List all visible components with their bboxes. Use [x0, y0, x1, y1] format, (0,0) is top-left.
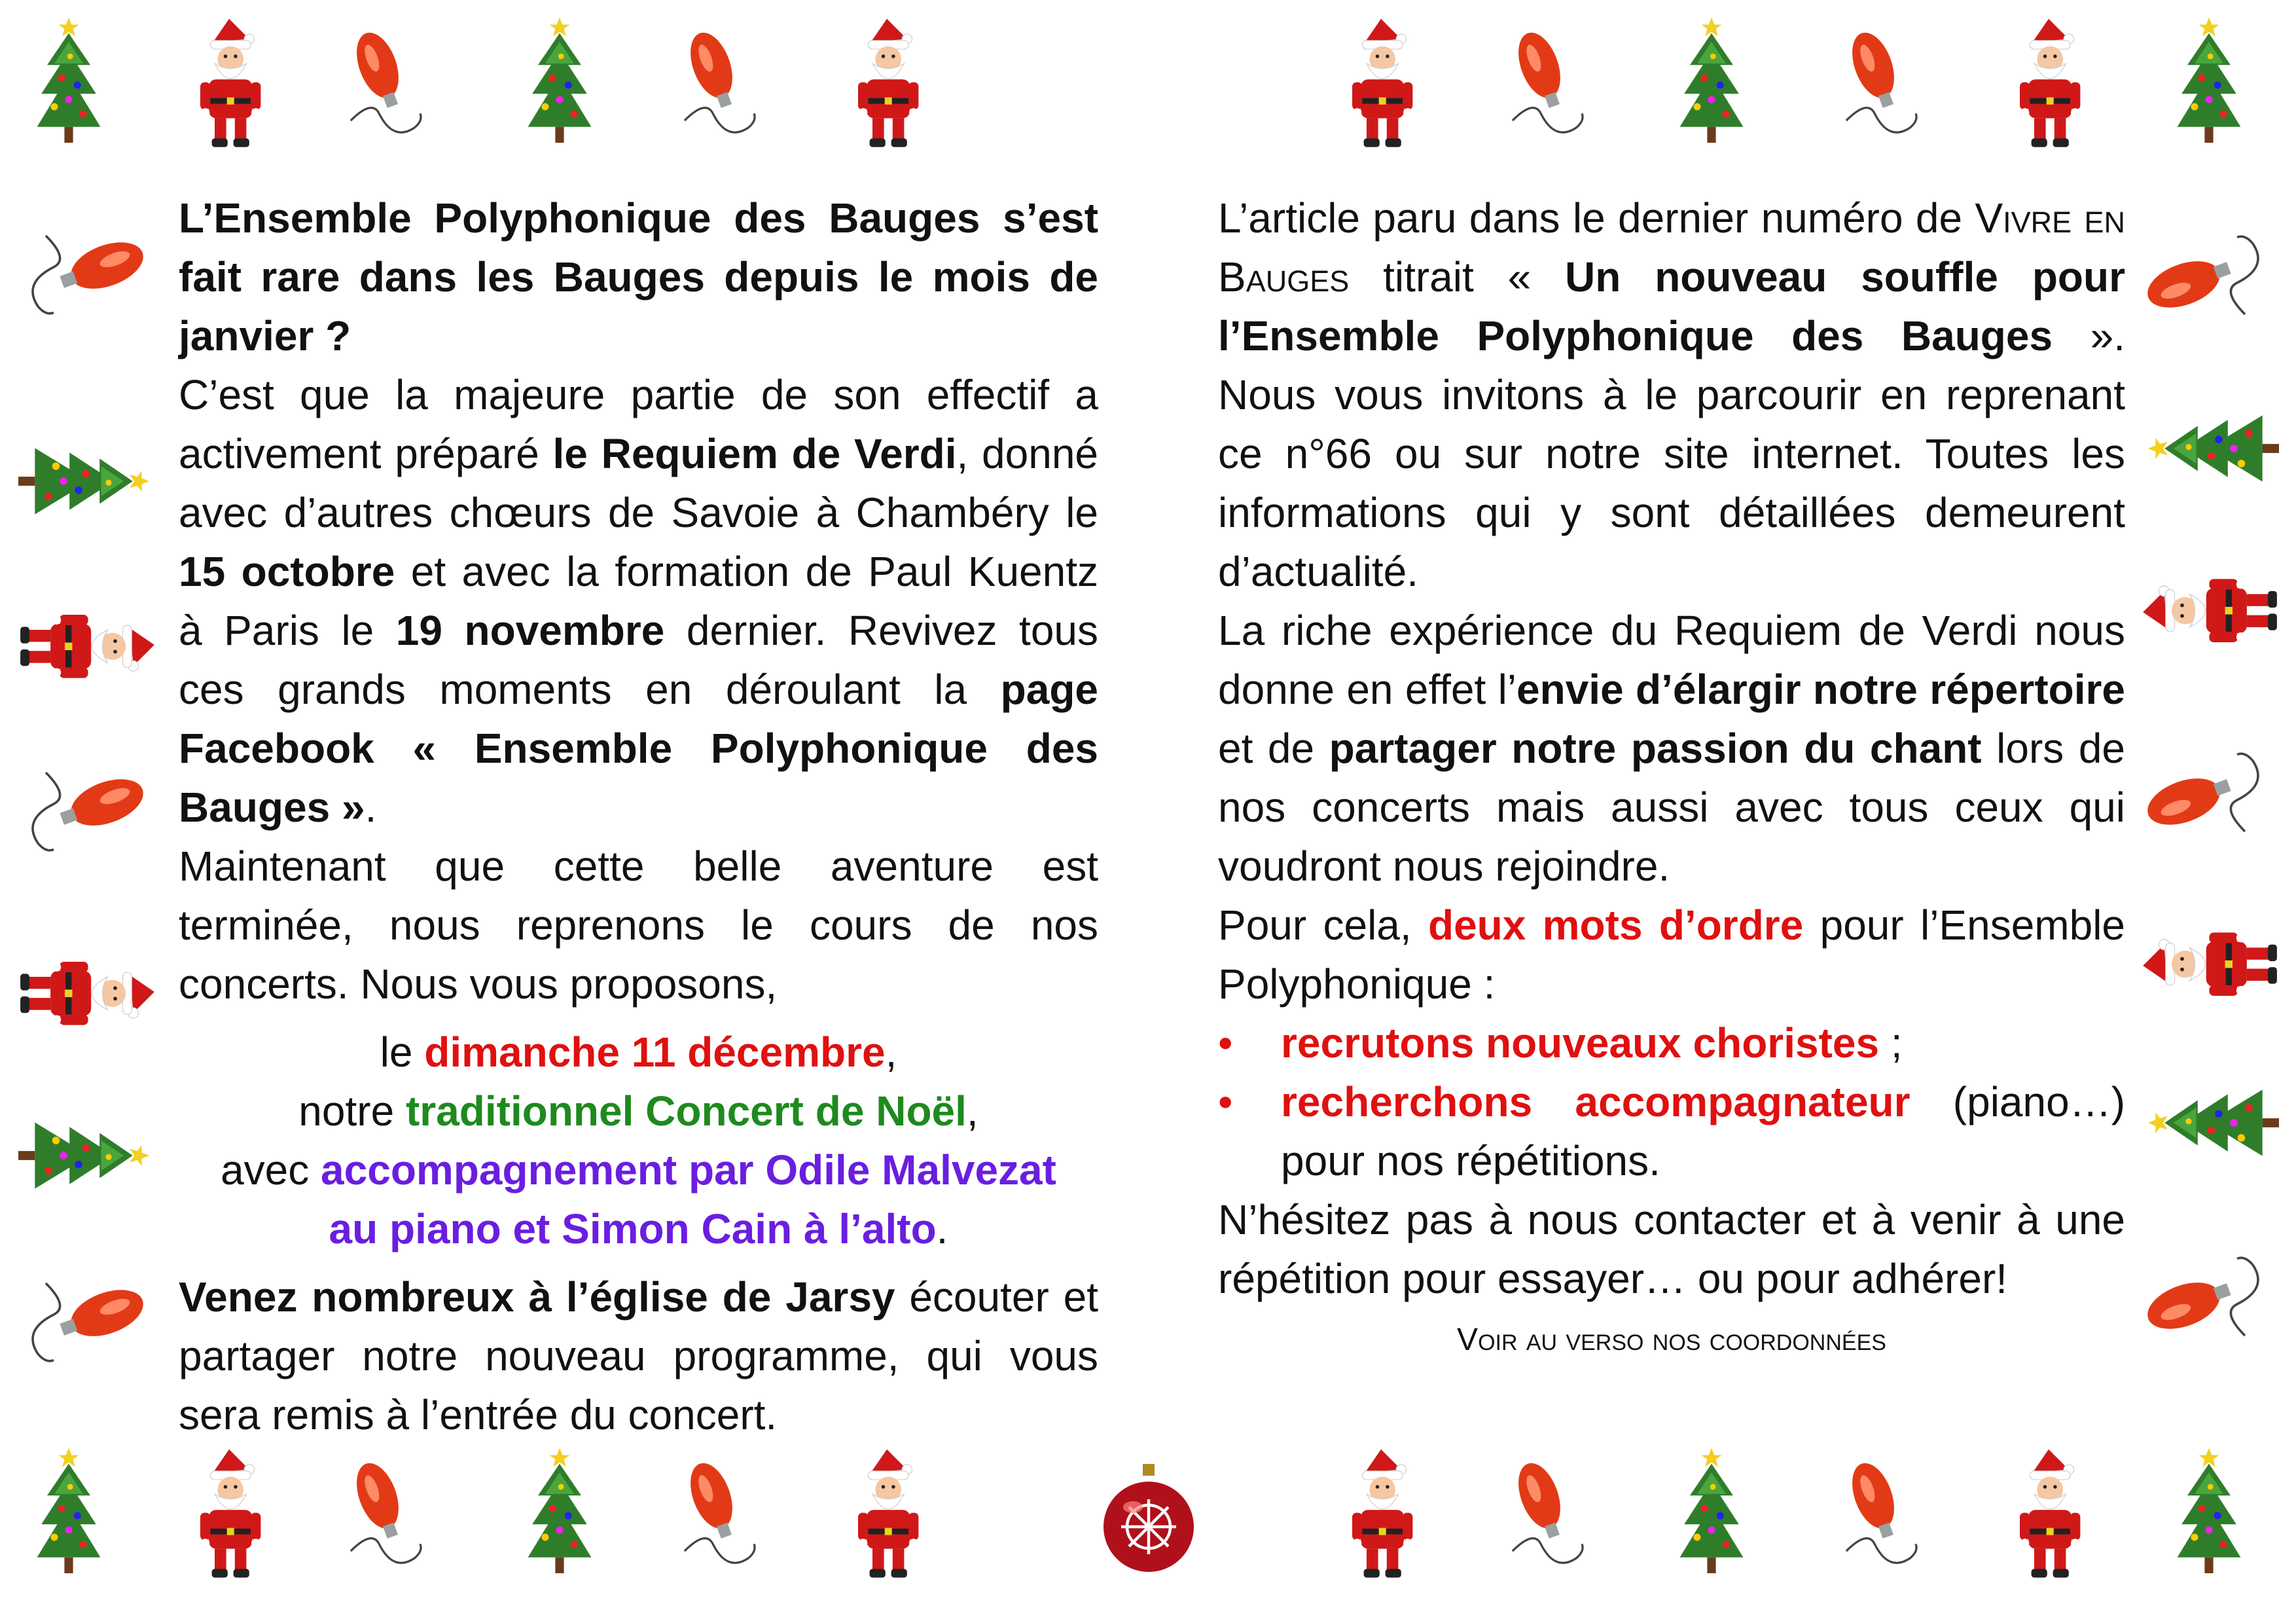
text-span: .: [365, 784, 377, 831]
text-span: (piano…) pour nos répétitions.: [1281, 1078, 2125, 1184]
article-paragraph: [1218, 189, 2125, 601]
santa-icon: [2137, 566, 2287, 658]
concert-name-line: [179, 1082, 1098, 1140]
red-bulb-icon: [7, 223, 164, 327]
christmas-tree-icon: [2144, 1077, 2294, 1169]
accompaniment-text: accompagnement par Odile Malvezat: [321, 1146, 1056, 1194]
article-title: Un nouveau souffle pour l’Ensemble Polyphonique des Bauges: [1218, 253, 2126, 359]
bullet-icon: •: [1218, 1019, 1233, 1067]
bullet-item: [1218, 1013, 2125, 1072]
accompaniment-text: au piano et Simon Cain à l’alto: [329, 1205, 937, 1252]
text-span: partager notre passion du chant: [1329, 725, 1982, 772]
red-bulb-icon: [2127, 223, 2284, 327]
accompaniment-line-2: [179, 1199, 1098, 1258]
contact-paragraph: N’hésitez pas à nous contacter et à venir à une répétition pour essayer… ou pour adhérer!: [1218, 1196, 2125, 1302]
christmas-tree-icon: [33, 1440, 105, 1591]
red-bulb-icon: [344, 1440, 429, 1591]
christmas-tree-icon: [1676, 1440, 1748, 1591]
santa-icon: [10, 946, 160, 1038]
text-span: pour l’Ensemble Polyphonique :: [1218, 902, 2126, 1008]
santa-icon: [851, 1440, 923, 1591]
text-span: recrutons nouveaux choristes: [1281, 1019, 1880, 1067]
bullet-text: [1281, 1072, 2125, 1190]
concert-name: traditionnel Concert de Noël: [405, 1087, 967, 1135]
text-span: le: [380, 1029, 425, 1076]
text-span: lors de nos concerts mais aussi avec tous ceux qui voudront nous rejoindre.: [1218, 725, 2125, 890]
experience-paragraph: [1218, 601, 2125, 896]
requiem-paragraph: [179, 365, 1098, 837]
text-span: avec: [221, 1146, 321, 1194]
red-bulb-icon: [344, 13, 429, 157]
proposal-paragraph: Maintenant que cette belle aventure est terminée, nous reprenons le cours de nos concerts. Nous vous proposons,: [179, 843, 1098, 1008]
bullet-text: [1281, 1013, 2125, 1072]
santa-icon: [10, 599, 160, 691]
text-span: C’est que la majeure partie de son effectif a activement préparé: [179, 371, 1098, 477]
text-span: et de: [1218, 725, 1329, 772]
text-span: envie d’élargir notre répertoire: [1516, 666, 2125, 713]
text-span: notre: [298, 1087, 406, 1135]
red-bulb-icon: [1839, 13, 1924, 157]
intro-question: L’Ensemble Polyphonique des Bauges s’est fait rare dans les Bauges depuis le mois de janvier ?: [179, 194, 1098, 359]
text-span: La riche expérience du Requiem de Verdi nous donne en effet l’: [1218, 607, 2125, 713]
red-bulb-icon: [2127, 740, 2284, 845]
text-span: 19 novembre: [395, 607, 665, 654]
text-span: ,: [885, 1029, 897, 1076]
text-span: L’article paru dans le dernier numéro de: [1218, 194, 1975, 242]
red-bulb-icon: [1839, 1440, 1924, 1591]
accompaniment-line-1: [179, 1140, 1098, 1199]
text-span: ,: [966, 1087, 978, 1135]
santa-icon: [193, 1440, 265, 1591]
christmas-tree-icon: [33, 13, 105, 157]
santa-icon: [193, 13, 265, 157]
red-bulb-icon: [677, 13, 762, 157]
text-span: ». Nous vous invitons à le parcourir en reprenant ce n°66 ou sur notre site internet. Toutes les informations qui y sont détaillées demeurent d’actualité.: [1218, 312, 2126, 595]
text-span: recherchons accompagnateur: [1281, 1078, 1910, 1125]
text-span: dernier. Revivez tous ces grands moments en déroulant la: [179, 607, 1099, 713]
christmas-tree-icon: [1676, 13, 1748, 157]
christmas-tree-icon: [3, 1110, 154, 1201]
invitation-paragraph: [179, 1267, 1098, 1444]
christmas-tree-icon: [2173, 13, 2245, 157]
verso-note: Voir au verso nos coordonnées: [1457, 1322, 1886, 1357]
bullet-item: [1218, 1072, 2125, 1190]
christmas-tree-icon: [2173, 1440, 2245, 1591]
invitation-venue: Venez nombreux à l’église de Jarsy: [179, 1273, 895, 1321]
christmas-tree-icon: [2144, 403, 2294, 494]
watchwords-paragraph: [1218, 896, 2125, 1013]
bullet-icon: •: [1218, 1078, 1233, 1125]
text-span: écouter et partager notre nouveau programme, qui vous sera remis à l’entrée du concert.: [179, 1273, 1099, 1438]
text-span: et avec la formation de Paul Kuentz à Paris le: [179, 548, 1099, 654]
christmas-tree-icon: [524, 13, 596, 157]
left-column: [179, 189, 1098, 1444]
red-bulb-icon: [677, 1440, 762, 1591]
santa-icon: [1345, 13, 1417, 157]
red-bulb-icon: [1505, 1440, 1590, 1591]
santa-icon: [2013, 13, 2085, 157]
santa-icon: [1345, 1440, 1417, 1591]
christmas-tree-icon: [3, 435, 154, 527]
text-span: .: [936, 1205, 948, 1252]
text-span: Pour cela,: [1218, 902, 1428, 949]
magazine-name: Vivre en Bauges: [1218, 194, 2126, 301]
santa-icon: [2137, 920, 2287, 1012]
text-span: , donné avec d’autres chœurs de Savoie à Chambéry le: [179, 430, 1098, 536]
text-span: 15 octobre: [179, 548, 395, 595]
red-bulb-icon: [7, 1270, 164, 1375]
concert-date-line: [179, 1023, 1098, 1082]
santa-icon: [851, 13, 923, 157]
concert-date: dimanche 11 décembre: [424, 1029, 886, 1076]
ornament-ball-icon: [1100, 1460, 1198, 1578]
red-bulb-icon: [1505, 13, 1590, 157]
text-span: ;: [1879, 1019, 1903, 1067]
red-bulb-icon: [7, 759, 164, 864]
text-span: titrait «: [1349, 253, 1566, 301]
christmas-tree-icon: [524, 1440, 596, 1591]
right-column: [1218, 189, 2125, 1370]
facebook-page-reference: page Facebook « Ensemble Polyphonique des Bauges »: [179, 666, 1098, 831]
red-bulb-icon: [2127, 1244, 2284, 1349]
text-span: le Requiem de Verdi: [552, 430, 957, 477]
santa-icon: [2013, 1440, 2085, 1591]
watchwords-highlight: deux mots d’ordre: [1427, 902, 1804, 949]
